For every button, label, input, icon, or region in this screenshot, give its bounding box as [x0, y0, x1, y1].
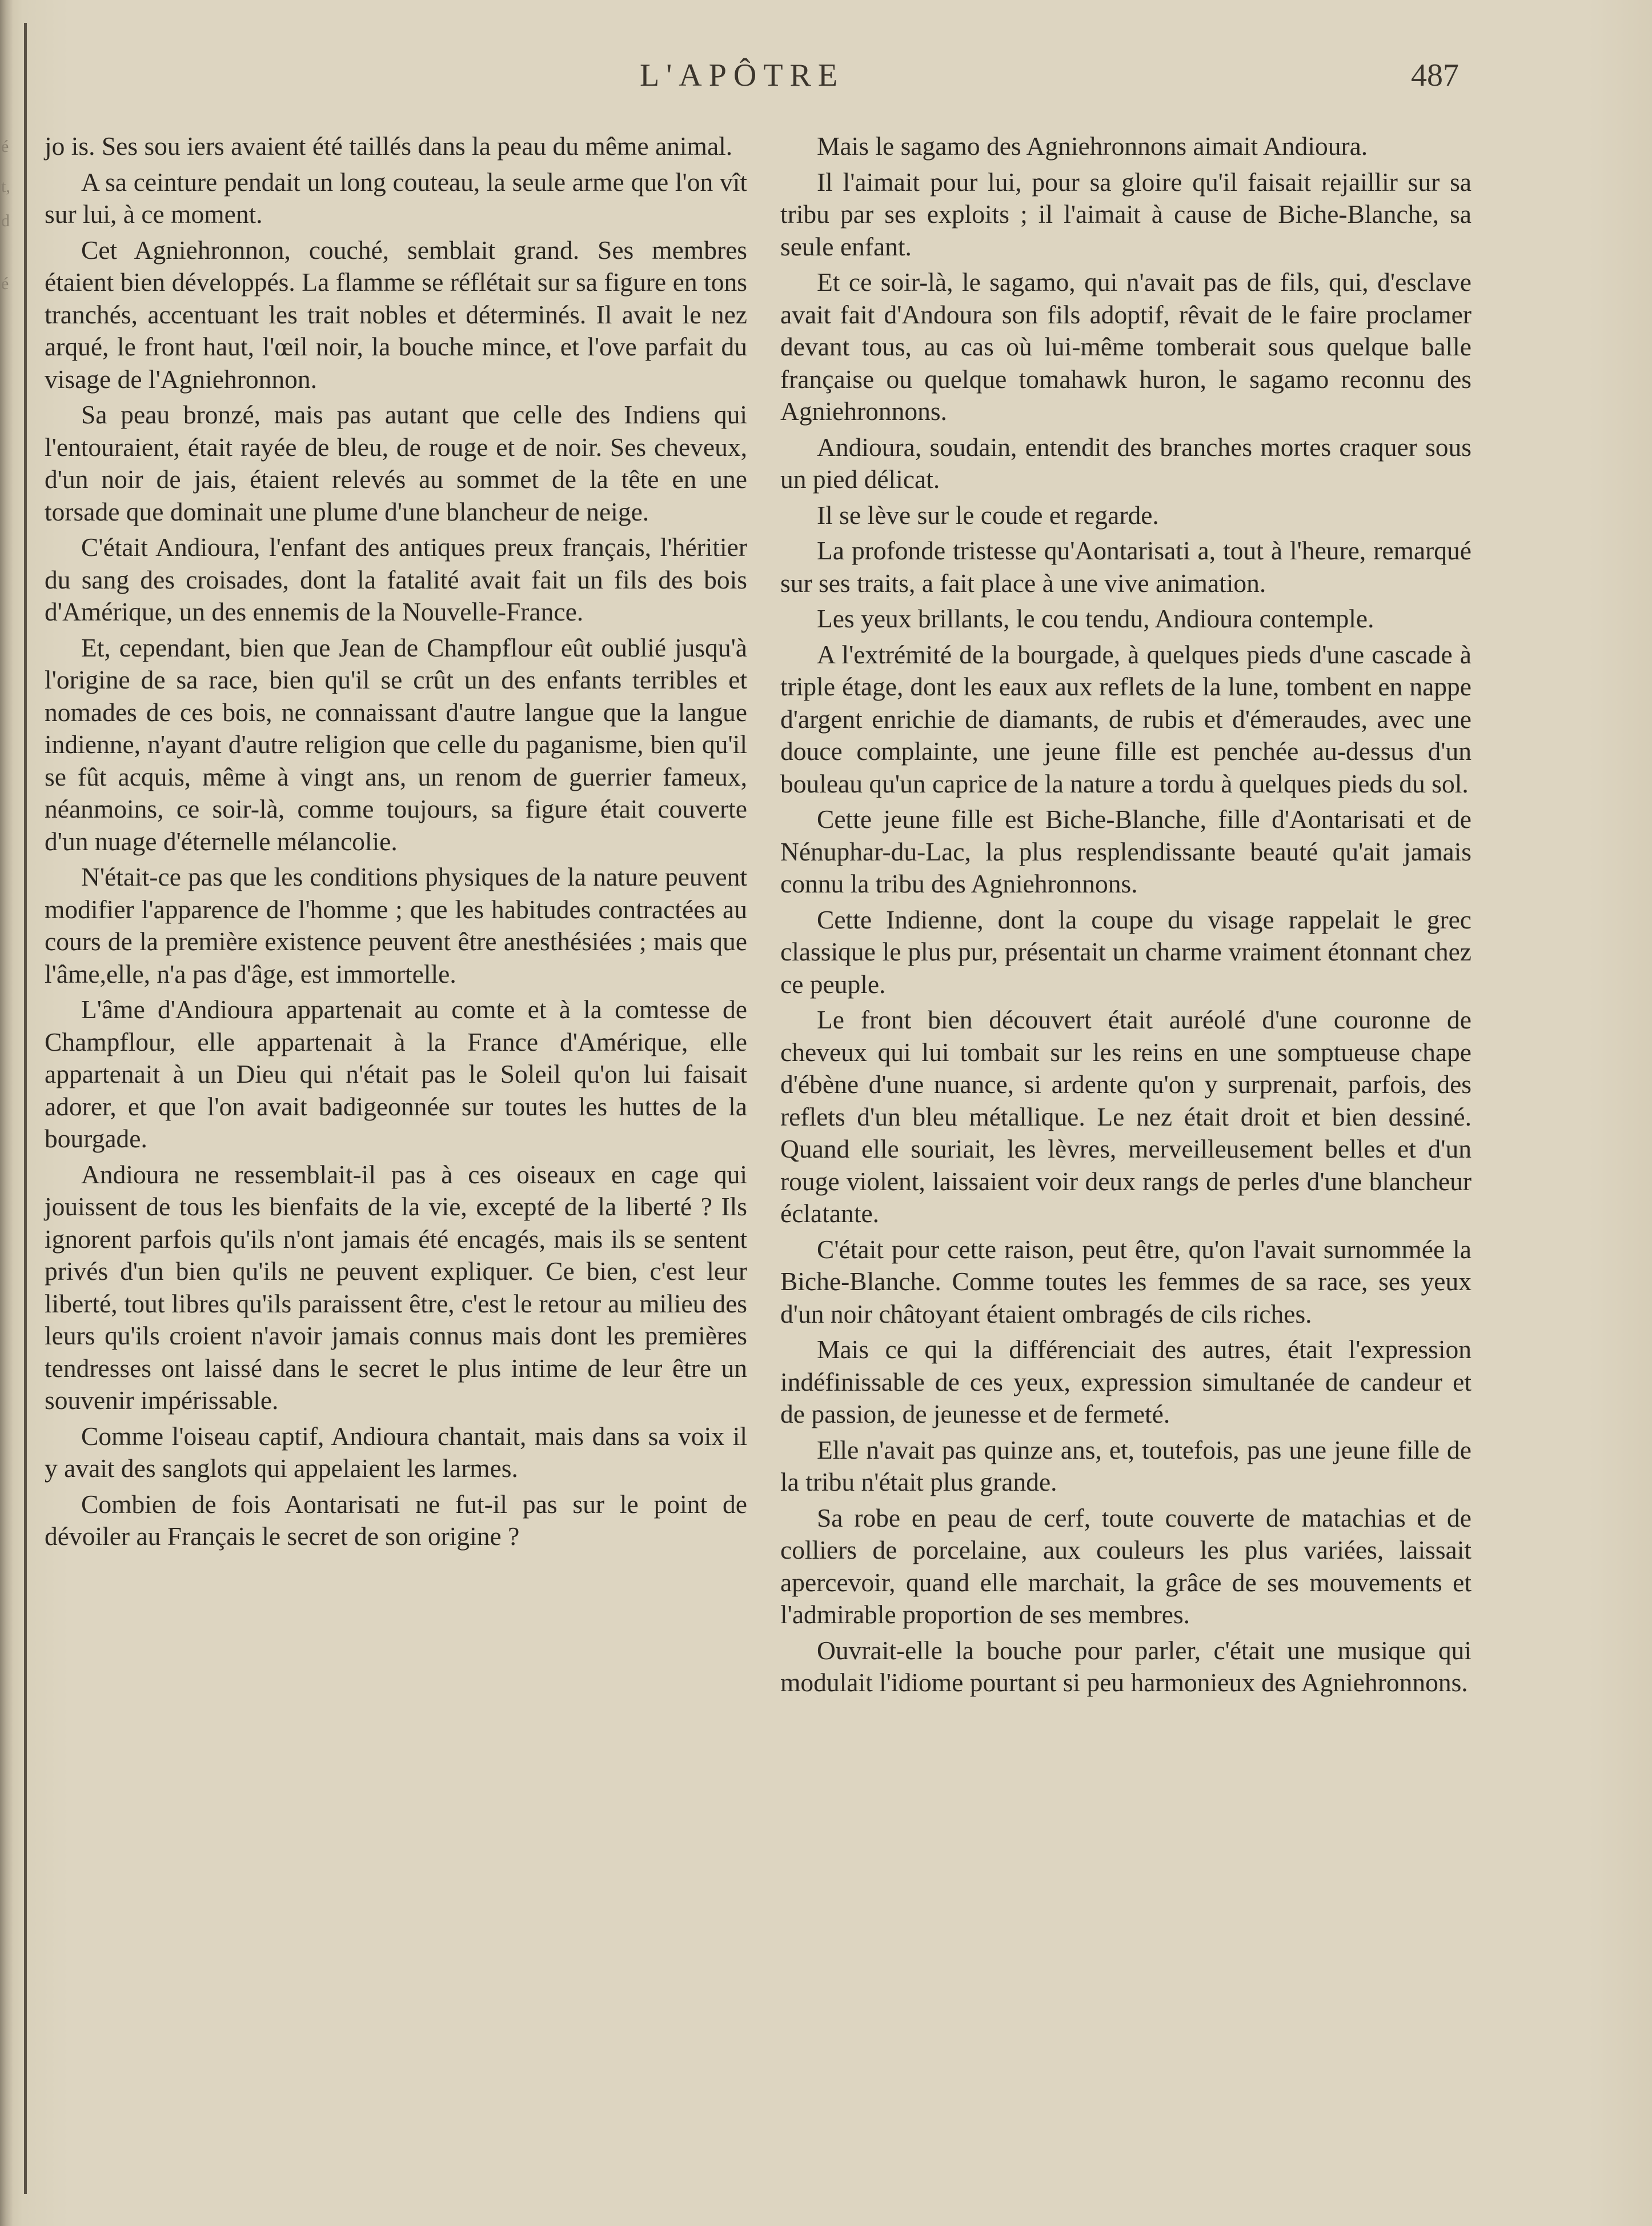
- paragraph: Andioura, soudain, entendit des branches mortes craquer sous un pied délicat.: [780, 432, 1471, 494]
- paragraph: N'était-ce pas que les conditions physiques de la nature peuvent modifier l'apparence de l'homme ; que les habitudes contractées au cours de la première existence peuvent être anesthésiées ; mais que l'âme,elle, n'a pas d'âge, est immortelle.: [45, 862, 747, 988]
- gutter-rule: [24, 23, 27, 2194]
- paragraph: Sa robe en peau de cerf, toute couverte de matachias et de colliers de porcelaine, aux couleurs les plus variées, laissait apercevoir, quand elle marchait, la grâce de ses mouvements et l'admirable proportion de ses membres.: [780, 1503, 1471, 1629]
- paragraph: La profonde tristesse qu'Aontarisati a, tout à l'heure, remarqué sur ses traits, a fait place à une vive animation.: [780, 536, 1471, 598]
- paragraph: C'était Andioura, l'enfant des antiques preux français, l'héritier du sang des croisades, dont la fatalité avait fait un fils des bois d'Amérique, un des ennemis de la Nouvelle-France.: [45, 533, 747, 626]
- paragraph: C'était pour cette raison, peut être, qu'on l'avait surnommée la Biche-Blanche. Comme toutes les femmes de sa race, ses yeux d'un noir châtoyant étaient ombragés de cils riches.: [780, 1234, 1471, 1328]
- running-head: L'APÔTRE: [640, 58, 845, 93]
- right-column: [780, 130, 1471, 1703]
- page-number: 487: [1411, 58, 1459, 93]
- paragraph: Elle n'avait pas quinze ans, et, toutefois, pas une jeune fille de la tribu n'était plus grande.: [780, 1435, 1471, 1496]
- paragraph: Il se lève sur le coude et regarde.: [817, 500, 1159, 530]
- paragraph: A sa ceinture pendait un long couteau, la seule arme que l'on vît sur lui, à ce moment.: [45, 167, 747, 229]
- paragraph: Mais ce qui la différenciait des autres, était l'expression indéfinissable de ces yeux, expression simultanée de candeur et de passion, de jeunesse et de fermeté.: [780, 1335, 1471, 1428]
- paragraph: Comme l'oiseau captif, Andioura chantait, mais dans sa voix il y avait des sanglots qui appelaient les larmes.: [45, 1421, 747, 1483]
- margin-bleed-marks: é t, d é: [1, 137, 10, 293]
- paragraph: Le front bien découvert était auréolé d'une couronne de cheveux qui lui tombait sur les reins en une somptueuse chape d'ébène d'une nuance, si ardente qu'on y surprenait, parfois, des reflets d'un bleu métallique. Le nez était droit et bien dessiné. Quand elle souriait, les lèvres, merveilleusement belles et d'un rouge violent, laissaient voir deux rangs de perles d'une blancheur éclatante.: [780, 1005, 1471, 1228]
- paragraph: Et, cependant, bien que Jean de Champflour eût oublié jusqu'à l'origine de sa race, bien qu'il se crût un des enfants terribles et nomades de ces bois, ne connaissant d'autre langue que la langue indienne, n'ayant d'autre religion que celle du paganisme, bien qu'il se fût acquis, même à vingt ans, un renom de guerrier fameux, néanmoins, ce soir-là, comme toujours, sa figure était couverte d'un nuage d'éternelle mélancolie.: [45, 632, 747, 856]
- paragraph: jo is. Ses sou iers avaient été taillés dans la peau du même animal.: [45, 131, 733, 161]
- left-column: [45, 130, 747, 1556]
- paragraph: A l'extrémité de la bourgade, à quelques pieds d'une cascade à triple étage, dont les eaux aux reflets de la lune, tombent en nappe d'argent enrichie de diamants, de rubis et d'émeraudes, avec une douce complainte, une jeune fille est penchée au-dessus d'un bouleau qu'un caprice de la nature a tordu à quelques pieds du sol.: [780, 639, 1471, 798]
- paragraph: Sa peau bronzé, mais pas autant que celle des Indiens qui l'entouraient, était rayée de bleu, de rouge et de noir. Ses cheveux, d'un noir de jais, étaient relevés au sommet de la tête en une torsade que dominait une plume d'une blancheur de neige.: [45, 400, 747, 526]
- paragraph: Andioura ne ressemblait-il pas à ces oiseaux en cage qui jouissent de tous les bienfaits de la vie, excepté de la liberté ? Ils ignorent parfois qu'ils n'ont jamais été encagés, mais ils se sentent privés d'un bien qu'ils ne peuvent expliquer. Ce bien, c'est leur liberté, tout libres qu'ils paraissent être, c'est le retour au milieu des leurs qu'ils croient n'avoir jamais connus mais dont les premières tendresses ont laissé dans le secret le plus intime de leur être un souvenir impérissable.: [45, 1159, 747, 1415]
- paragraph: Cette jeune fille est Biche-Blanche, fille d'Aontarisati et de Nénuphar-du-Lac, la plus resplendissante beauté qu'ait jamais connu la tribu des Agniehronnons.: [780, 804, 1471, 898]
- paragraph: Mais le sagamo des Agniehronnons aimait Andioura.: [817, 131, 1368, 161]
- page-header: [0, 57, 1652, 103]
- paragraph: L'âme d'Andioura appartenait au comte et à la comtesse de Champflour, elle appartenait à la France d'Amérique, elle appartenait à un Dieu qui n'était pas le Soleil qu'on lui faisait adorer, et que l'on avait badigeonnée sur toutes les huttes de la bourgade.: [45, 995, 747, 1153]
- paragraph: Les yeux brillants, le cou tendu, Andioura contemple.: [817, 604, 1374, 633]
- paragraph: Combien de fois Aontarisati ne fut-il pas sur le point de dévoiler au Français le secret de son origine ?: [45, 1489, 747, 1551]
- paragraph: Ouvrait-elle la bouche pour parler, c'était une musique qui modulait l'idiome pourtant si peu harmonieux des Agniehronnons.: [780, 1635, 1471, 1697]
- paragraph: Cet Agniehronnon, couché, semblait grand. Ses membres étaient bien développés. La flamme se réflétait sur sa figure en tons tranchés, accentuant les trait nobles et déterminés. Il avait le nez arqué, le front haut, l'œil noir, la bouche mince, et l'ove parfait du visage de l'Agniehronnon.: [45, 235, 747, 394]
- paragraph: Il l'aimait pour lui, pour sa gloire qu'il faisait rejaillir sur sa tribu par ses exploits ; il l'aimait à cause de Biche-Blanche, sa seule enfant.: [780, 167, 1471, 261]
- paragraph: Cette Indienne, dont la coupe du visage rappelait le grec classique le plus pur, présentait un charme vraiment étonnant chez ce peuple.: [780, 904, 1471, 999]
- paragraph: Et ce soir-là, le sagamo, qui n'avait pas de fils, qui, d'esclave avait fait d'Andoura son fils adoptif, rêvait de le faire proclamer devant tous, au cas où lui-même tomberait sous quelque balle française ou quelque tomahawk huron, le sagamo reconnu des Agniehronnons.: [780, 267, 1471, 426]
